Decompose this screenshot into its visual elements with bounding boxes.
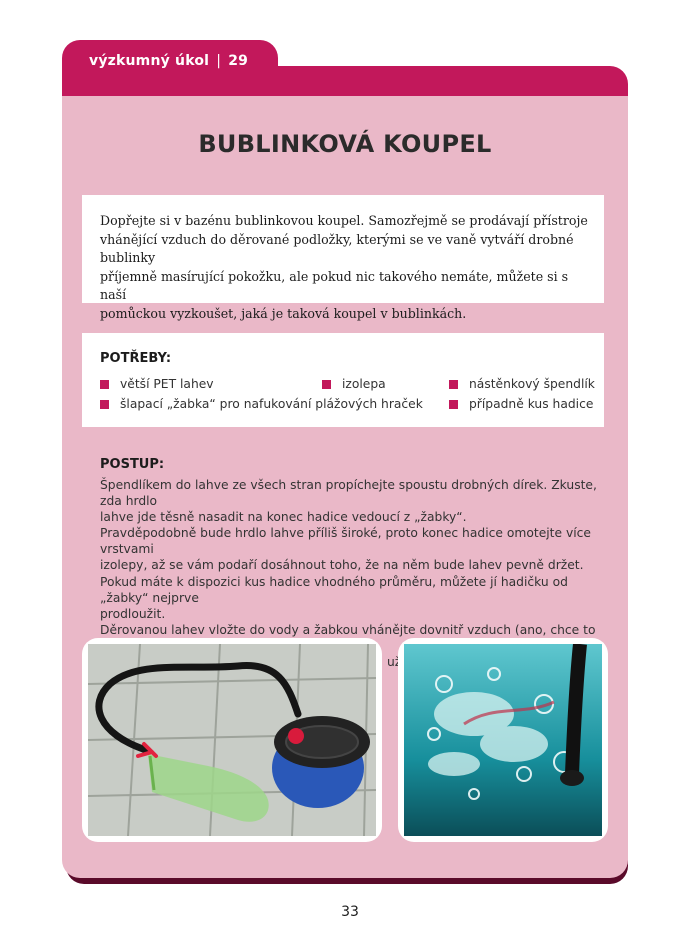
procedure-line: izolepy, až se vám podaří dosáhnout toho, že na něm bude lahev pevně držet.	[100, 558, 584, 573]
procedure-line: prodloužit.	[100, 606, 166, 621]
bullet-square-icon	[100, 380, 109, 389]
procedure-line: Pokud máte k dispozici kus hadice vhodného průměru, můžete jí hadičku od „žabky“ nejprve	[100, 574, 568, 605]
foot-pump-illustration	[88, 644, 376, 836]
bullet-square-icon	[322, 380, 331, 389]
needs-item	[449, 377, 595, 391]
needs-item-label: nástěnkový špendlík	[469, 377, 595, 391]
pool-bubbles-illustration	[404, 644, 602, 836]
procedure-line: Špendlíkem do lahve ze všech stran propíchejte spoustu drobných dírek. Zkuste, zda hrdlo	[100, 478, 597, 509]
intro-line: vhánějící vzduch do děrované podložky, kterými se ve vaně vytváří drobné bublinky	[100, 231, 574, 265]
procedure-line: Pravděpodobně bude hrdlo lahve příliš široké, proto konec hadice omotejte více vrstvami	[100, 526, 591, 557]
procedure-line: lahve jde těsně nasadit na konec hadice vedoucí z „žabky“.	[100, 510, 467, 525]
bullet-square-icon	[449, 380, 458, 389]
needs-item-label: větší PET lahev	[120, 377, 214, 391]
intro-text	[100, 212, 596, 323]
header-number: 29	[228, 53, 249, 69]
procedure-heading: POSTUP:	[100, 457, 165, 472]
procedure-line: Děrovanou lahev vložte do vody a žabkou vhánějte dovnitř vzduch (ano, chce to	[100, 622, 596, 637]
needs-heading: POTŘEBY:	[100, 351, 172, 366]
needs-item	[322, 377, 386, 391]
header-label	[89, 53, 248, 69]
header-category: výzkumný úkol	[89, 53, 210, 69]
page-number: 33	[341, 904, 359, 920]
needs-item	[449, 397, 593, 411]
needs-item	[100, 397, 423, 411]
foot-pump-photo	[88, 644, 376, 836]
intro-line: pomůckou vyzkoušet, jaká je taková koupel v bublinkách.	[100, 305, 467, 321]
bullet-square-icon	[449, 400, 458, 409]
needs-item-label: případně kus hadice	[469, 397, 594, 411]
page-title: BUBLINKOVÁ KOUPEL	[198, 130, 492, 158]
needs-item-label: šlapací „žabka“ pro nafukování plážových hraček	[120, 397, 423, 411]
header-band	[62, 66, 628, 100]
intro-line: příjemně masírující pokožku, ale pokud nic takového nemáte, můžete si s naší	[100, 268, 569, 302]
intro-line: Dopřejte si v bazénu bublinkovou koupel. Samozřejmě se prodávají přístroje	[100, 213, 588, 228]
needs-item-label: izolepa	[342, 377, 386, 391]
bullet-square-icon	[100, 400, 109, 409]
pool-bubbles-photo	[404, 644, 602, 836]
header-separator: |	[216, 53, 222, 69]
needs-item	[100, 377, 214, 391]
